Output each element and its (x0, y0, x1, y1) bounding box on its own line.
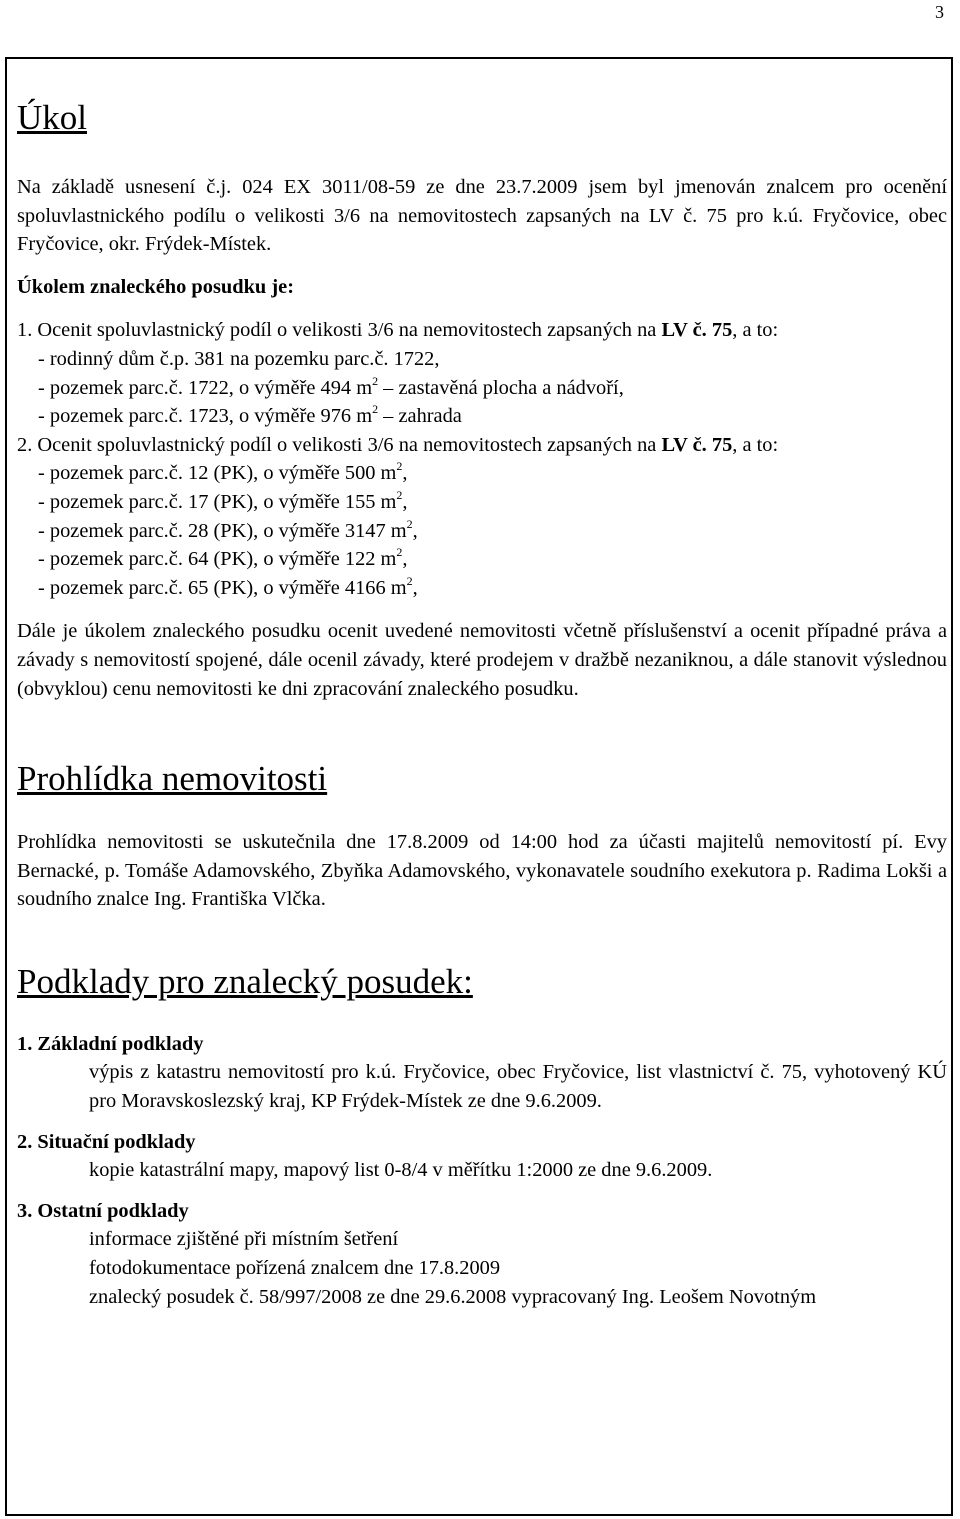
list-item: - pozemek parc.č. 64 (PK), o výměře 122 $m^2$, (38, 545, 408, 571)
podklady-line: fotodokumentace pořízená znalcem dne 17.8.2009 (89, 1257, 501, 1280)
podklady-line: znalecký posudek č. 58/997/2008 ze dne 29.6.2008 vypracovaný Ing. Leošem Novotným (89, 1285, 817, 1308)
ukol-subheading: Úkolem znaleckého posudku je: (17, 275, 294, 298)
podklady-line: výpis z katastru nemovitostí pro k.ú. Fryčovice, obec Fryčovice, list vlastnictví č. 75, vyhotovený KÚ pro Moravskoslezský kraj, KP Frýdek-Místek ze dne 9.6.2009. (89, 1061, 947, 1113)
podklady-section-title: 3. Ostatní podklady (17, 1199, 189, 1222)
list-item: - pozemek parc.č. 1722, o výměře 494 $m^2$ – zastavěná plocha a nádvoří, (38, 373, 624, 399)
list-item: - pozemek parc.č. 28 (PK), o výměře 3147 $m^2$, (38, 516, 418, 542)
podklady-section-title: 2. Situační podklady (17, 1130, 196, 1153)
task-2-items (17, 459, 947, 602)
list-item: - pozemek parc.č. 12 (PK), o výměře 500 $m^2$, (38, 459, 408, 485)
task-1-items (17, 345, 947, 431)
task-2-title: 2. Ocenit spoluvlastnický podíl o velikosti 3/6 na nemovitostech zapsaných na LV č. 75, a to: (17, 433, 779, 456)
document-body (17, 96, 947, 1311)
list-item: - pozemek parc.č. 1723, o výměře 976 $m^2$ – zahrada (38, 402, 462, 428)
task-1 (17, 316, 947, 430)
heading-ukol: Úkol (17, 98, 87, 137)
podklady-section-2 (17, 1128, 947, 1185)
podklady-section-title: 1. Základní podklady (17, 1032, 204, 1055)
podklady-section-1 (17, 1030, 947, 1116)
list-item: - pozemek parc.č. 65 (PK), o výměře 4166 $m^2$, (38, 573, 418, 599)
task-1-title: 1. Ocenit spoluvlastnický podíl o velikosti 3/6 na nemovitostech zapsaných na LV č. 75, a to: (17, 319, 779, 342)
podklady-line: informace zjištěné při místním šetření (89, 1228, 399, 1251)
page-number: 3 (935, 2, 944, 22)
list-item: - pozemek parc.č. 17 (PK), o výměře 155 $m^2$, (38, 487, 408, 513)
heading-podklady: Podklady pro znalecký posudek: (17, 961, 473, 1001)
list-item: - rodinný dům č.p. 381 na pozemku parc.č. 1722, (38, 347, 440, 370)
ukol-closing: Dále je úkolem znaleckého posudku ocenit uvedené nemovitosti včetně příslušenství a ocenit případné práva a závady s nemovitostí spojené, dále ocenil závady, které prodejem v dražbě nezaniknou, a dále stanovit výslednou (obvyklou) cenu nemovitosti ke dni zpracování znaleckého posudku. (17, 620, 947, 700)
podklady-line: kopie katastrální mapy, mapový list 0-8/4 v měřítku 1:2000 ze dne 9.6.2009. (89, 1159, 713, 1182)
task-2 (17, 431, 947, 603)
heading-prohlidka: Prohlídka nemovitosti (17, 759, 328, 799)
prohlidka-text: Prohlídka nemovitosti se uskutečnila dne 17.8.2009 od 14:00 hod za účasti majitelů nemovitostí pí. Evy Bernacké, p. Tomáše Adamovského, Zbyňka Adamovského, vykonavatele soudního exekutora p. Radima Lokši a soudního znalce Ing. Františka Vlčka. (17, 831, 947, 911)
ukol-intro: Na základě usnesení č.j. 024 EX 3011/08-59 ze dne 23.7.2009 jsem byl jmenován znalcem pro ocenění spoluvlastnického podílu o velikosti 3/6 na nemovitostech zapsaných na LV č. 75 pro k.ú. Fryčovice, obec Fryčovice, okr. Frýdek-Místek. (17, 176, 947, 256)
podklady-section-3 (17, 1197, 947, 1311)
